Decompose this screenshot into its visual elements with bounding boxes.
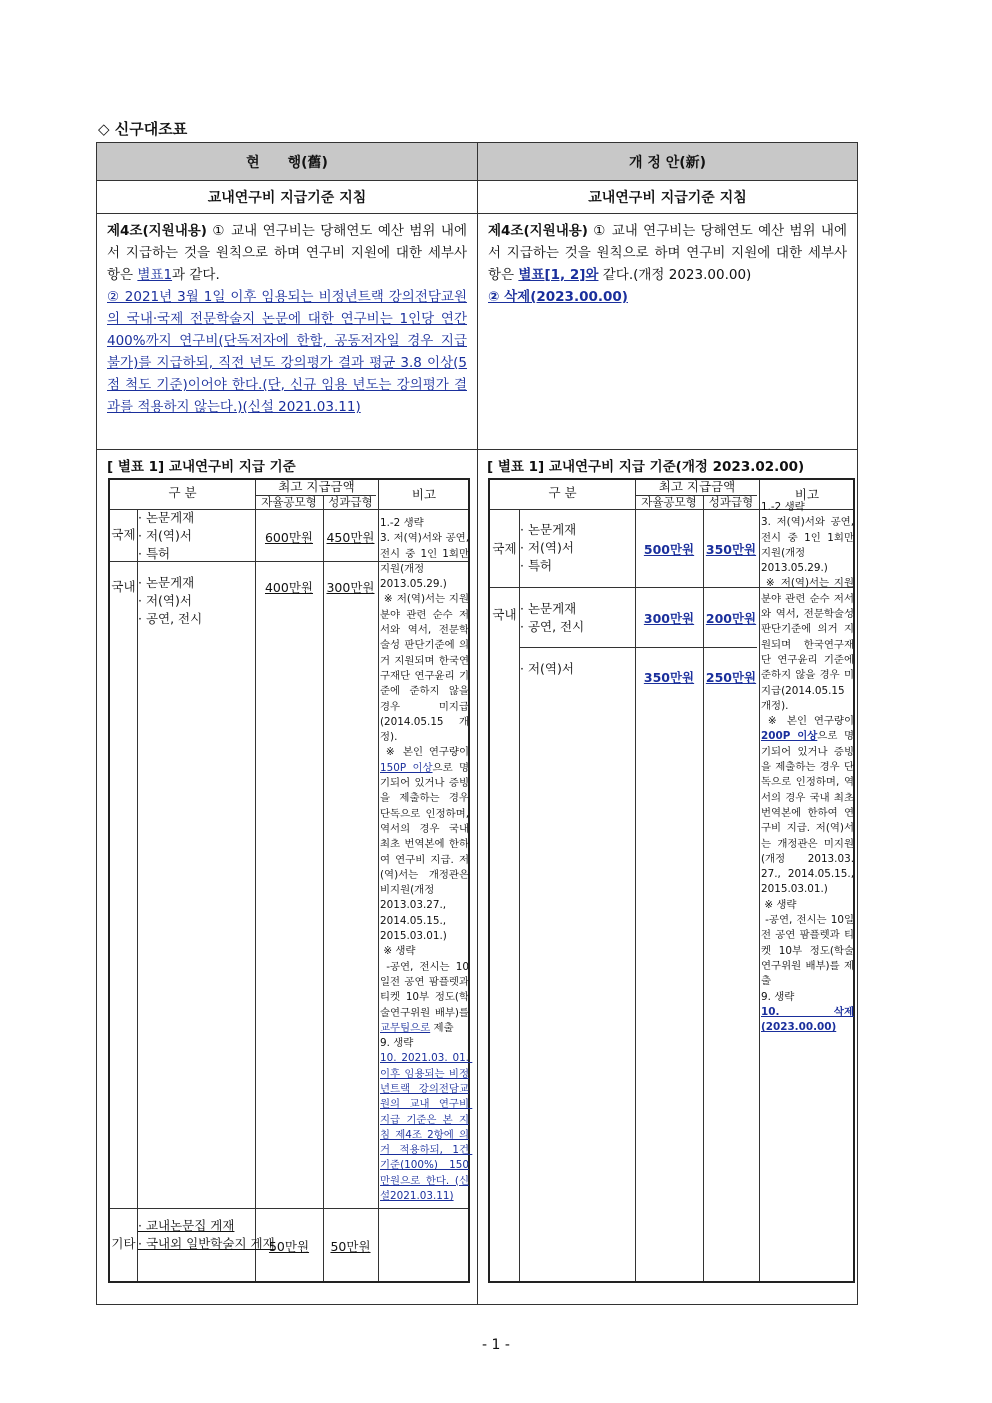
old-article-para1: ① 교내 연구비는 당해연도 예산 범위 내에서 지급하는 것을 원칙으로 하며 연구비 지원에 대한 세부사항은 xyxy=(107,223,467,283)
old-note: 1.-2 생략 3. 저(역)서와 공연, 전시 중 1인 1회만 지원(개정 2013.05.29.) ※ 저(역)서는 지원분야 관련 순수 저서와 역서, 전문학술성 판단기준에 의거 지원되며 한국연구재단 연구윤리 기준에 준하지 않을 경우 미지급(2014.05.15 개정). ※ 본인 연구량이 150P 이상으로 명기되어 있거나 증빙을 제출하는 경우 단독으로 인정하며, 역서의 경우 국내 최초 번역본에 한하여 연구비 지급. 저(역)서는 개정관은 비지원(개정 2013.03.27., 2014.05.15., 2015.03.01.) ※ 생략 -공연, 전시는 10일전 공연 팜플렛과 티켓 10부 정도(학술연구위원 배부)를 교무팀으로 제출 9. 생략 10. 2021.03. 01. 이후 임용되는 비정년트랙 강의전담교원의 교내 연구비 지급 기준은 본 지침 제4조 2항에 의거 적용하되, 1건 기준(100%) 150만원으로 한다. (신설2021.03.11) xyxy=(380,517,473,1203)
new-row2-self-amount: 300만원 xyxy=(643,611,695,626)
new-column-header: 개 정 안(新) xyxy=(478,143,857,181)
old-table-title: [ 별표 1] 교내연구비 지급 기준 xyxy=(107,459,296,475)
new-h-note: 비고 xyxy=(794,487,820,502)
old-row2-items: · 논문게재 · 저(역)서 · 공연, 전시 xyxy=(138,575,203,626)
new-article-para1-end: 같다.(개정 2023.00.00) xyxy=(598,267,752,283)
new-article-appendix-link[interactable]: 별표[1, 2]와 xyxy=(518,267,599,283)
new-row1-perf-amount: 350만원 xyxy=(705,542,757,557)
old-column-header: 현 행(舊) xyxy=(97,143,477,181)
new-row2-perf-amount: 200만원 xyxy=(705,611,757,626)
old-h-max: 최고 지급금액 xyxy=(278,479,355,494)
old-row3-perf-amount: 50만원 xyxy=(330,1239,371,1254)
old-article-para2: ② 2021년 3월 1일 이후 임용되는 비정년트랙 강의전담교원의 국내·국제 전문학술지 논문에 대한 연구비는 1인당 연간 400%까지 연구비(단독저자에 한함, 공동저자일 경우 지급 불가)를 지급하되, 직전 년도 강의평가 결과 평균 3.8 이상(5점 척도 기준)이어야 한다.(단, 신규 임용 년도는 강의평가 결과를 적용하지 않는다.)(신설 2021.03.11) xyxy=(107,289,467,415)
new-table-title: [ 별표 1] 교내연구비 지급 기준(개정 2023.02.00) xyxy=(487,459,805,475)
page-number: - 1 - xyxy=(482,1337,510,1353)
old-article xyxy=(97,214,477,450)
page-heading: ◇ 신구대조표 xyxy=(98,120,188,138)
old-row1-perf-amount: 450만원 xyxy=(326,530,375,545)
new-row1-category: 국제 xyxy=(492,541,517,556)
old-row3-self-amount: 50만원 xyxy=(268,1239,310,1254)
old-article-appendix-link[interactable]: 별표1 xyxy=(137,267,173,283)
new-article xyxy=(478,214,857,450)
new-h-max: 최고 지급금액 xyxy=(658,479,736,494)
old-h-note: 비고 xyxy=(411,487,437,502)
comparison-table xyxy=(96,142,858,1305)
new-row1-items: · 논문게재 · 저(역)서 · 특허 xyxy=(520,522,577,573)
old-article-para1-end: 과 같다. xyxy=(172,267,220,283)
old-row1-self-amount: 600만원 xyxy=(264,530,313,545)
new-row3-items: · 저(역)서 xyxy=(520,661,574,676)
new-row1-self-amount: 500만원 xyxy=(643,542,695,557)
new-row3-self-amount: 350만원 xyxy=(643,670,695,685)
new-h-perf: 성과급형 xyxy=(708,495,754,509)
new-note: 1.-2 생략 3. 저(역)서와 공연, 전시 중 1인 1회만 지원(개정 2013.05.29.) ※ 저(역)서는 지원분야 관련 순수 저서와 역서, 전문학술성 판단기준에 의거 지원되며 한국연구재단 연구윤리 기준에 준하지 않을 경우 미지급(2014.05.15 개정). ※ 본인 연구량이 200P 이상으로 명기되어 있거나 증빙을 제출하는 경우 단독으로 인정하며, 역서의 경우 국내 최초 번역본에 한하여 연구비 지급. 저(역)서는 개정관은 미지원(개정 2013.03. 27., 2014.05.15., 2015.03.01.) ※ 생략 -공연, 전시는 10일전 공연 팜플렛과 티켓 10부 정도(학술연구위원 배부)를 제출 9. 생략 10. 삭제(2023.00.00) xyxy=(761,501,855,1034)
new-subheader: 교내연구비 지급기준 지침 xyxy=(478,181,857,214)
old-h-gubun: 구 분 xyxy=(168,485,197,500)
new-article-para2: ② 삭제(2023.00.00) xyxy=(488,289,628,305)
old-subheader: 교내연구비 지급기준 지침 xyxy=(97,181,477,214)
new-h-gubun: 구 분 xyxy=(548,485,577,500)
new-article-title: 제4조(지원내용) xyxy=(488,223,588,239)
old-row1-category: 국제 xyxy=(111,527,136,542)
old-h-self: 자율공모형 xyxy=(261,495,317,509)
new-row2-items: · 논문게재 · 공연, 전시 xyxy=(520,601,585,634)
old-row3-category: 기타 xyxy=(111,1236,136,1251)
old-article-title: 제4조(지원내용) xyxy=(107,223,207,239)
old-row2-category: 국내 xyxy=(111,579,136,594)
old-h-perf: 성과급형 xyxy=(328,495,373,509)
new-row2-category: 국내 xyxy=(492,607,517,622)
new-article-para1: ① 교내 연구비는 당해연도 예산 범위 내에서 지급하는 것을 원칙으로 하며 연구비 지원에 대한 세부사항은 xyxy=(488,223,847,283)
old-row1-items: · 논문게재 · 저(역)서 · 특허 xyxy=(138,510,195,561)
new-row3-perf-amount: 250만원 xyxy=(705,670,757,685)
new-appendix-table xyxy=(488,478,855,1283)
old-row2-self-amount: 400만원 xyxy=(264,580,313,595)
old-row3-items: · 교내논문집 게재 · 국내외 일반학술지 게재 xyxy=(138,1218,275,1251)
old-row2-perf-amount: 300만원 xyxy=(326,580,375,595)
old-appendix-table xyxy=(108,478,473,1283)
new-h-self: 자율공모형 xyxy=(641,495,697,509)
